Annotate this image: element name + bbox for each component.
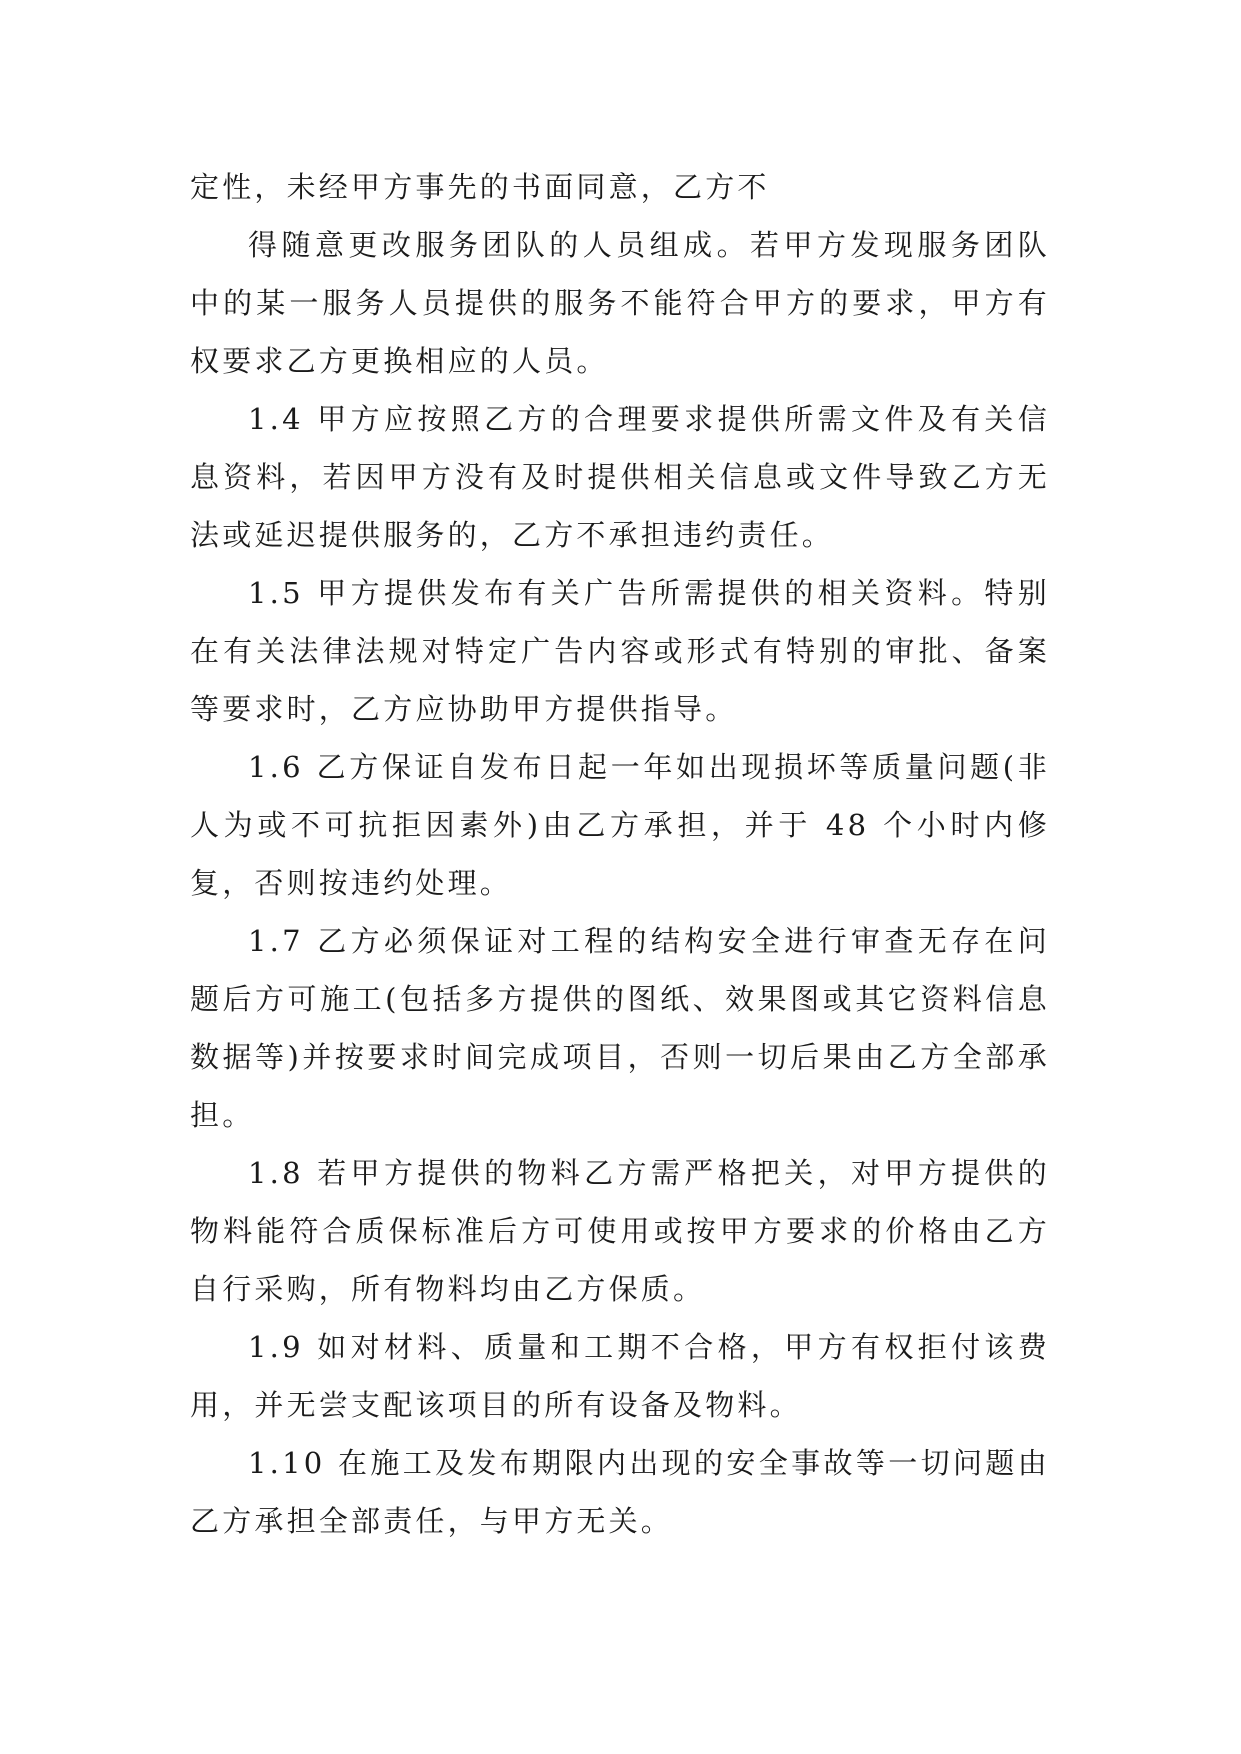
document-body (190, 158, 1050, 1550)
paragraph-clause-1-5: 1.5 甲方提供发布有关广告所需提供的相关资料。特别在有关法律法规对特定广告内容或形式有特别的审批、备案等要求时，乙方应协助甲方提供指导。 (190, 576, 1050, 726)
paragraph-clause-1-10: 1.10 在施工及发布期限内出现的安全事故等一切问题由乙方承担全部责任，与甲方无关。 (190, 1446, 1050, 1538)
paragraph-clause-1-7: 1.7 乙方必须保证对工程的结构安全进行审查无存在问题后方可施工(包括多方提供的图纸、效果图或其它资料信息数据等)并按要求时间完成项目，否则一切后果由乙方全部承担。 (190, 924, 1050, 1132)
paragraph-clause-1-6: 1.6 乙方保证自发布日起一年如出现损坏等质量问题(非人为或不可抗拒因素外)由乙方承担，并于 48 个小时内修复，否则按违约处理。 (190, 750, 1050, 900)
paragraph-clause-1-9: 1.9 如对材料、质量和工期不合格，甲方有权拒付该费用，并无尝支配该项目的所有设备及物料。 (190, 1330, 1050, 1422)
paragraph-clause-1-8: 1.8 若甲方提供的物料乙方需严格把关，对甲方提供的物料能符合质保标准后方可使用或按甲方要求的价格由乙方自行采购，所有物料均由乙方保质。 (190, 1156, 1050, 1306)
paragraph-continuation: 定性，未经甲方事先的书面同意，乙方不 (190, 170, 770, 204)
paragraph-clause-1-4: 1.4 甲方应按照乙方的合理要求提供所需文件及有关信息资料，若因甲方没有及时提供相关信息或文件导致乙方无法或延迟提供服务的，乙方不承担违约责任。 (190, 402, 1050, 552)
paragraph-team-composition: 得随意更改服务团队的人员组成。若甲方发现服务团队中的某一服务人员提供的服务不能符合甲方的要求，甲方有权要求乙方更换相应的人员。 (190, 228, 1050, 378)
